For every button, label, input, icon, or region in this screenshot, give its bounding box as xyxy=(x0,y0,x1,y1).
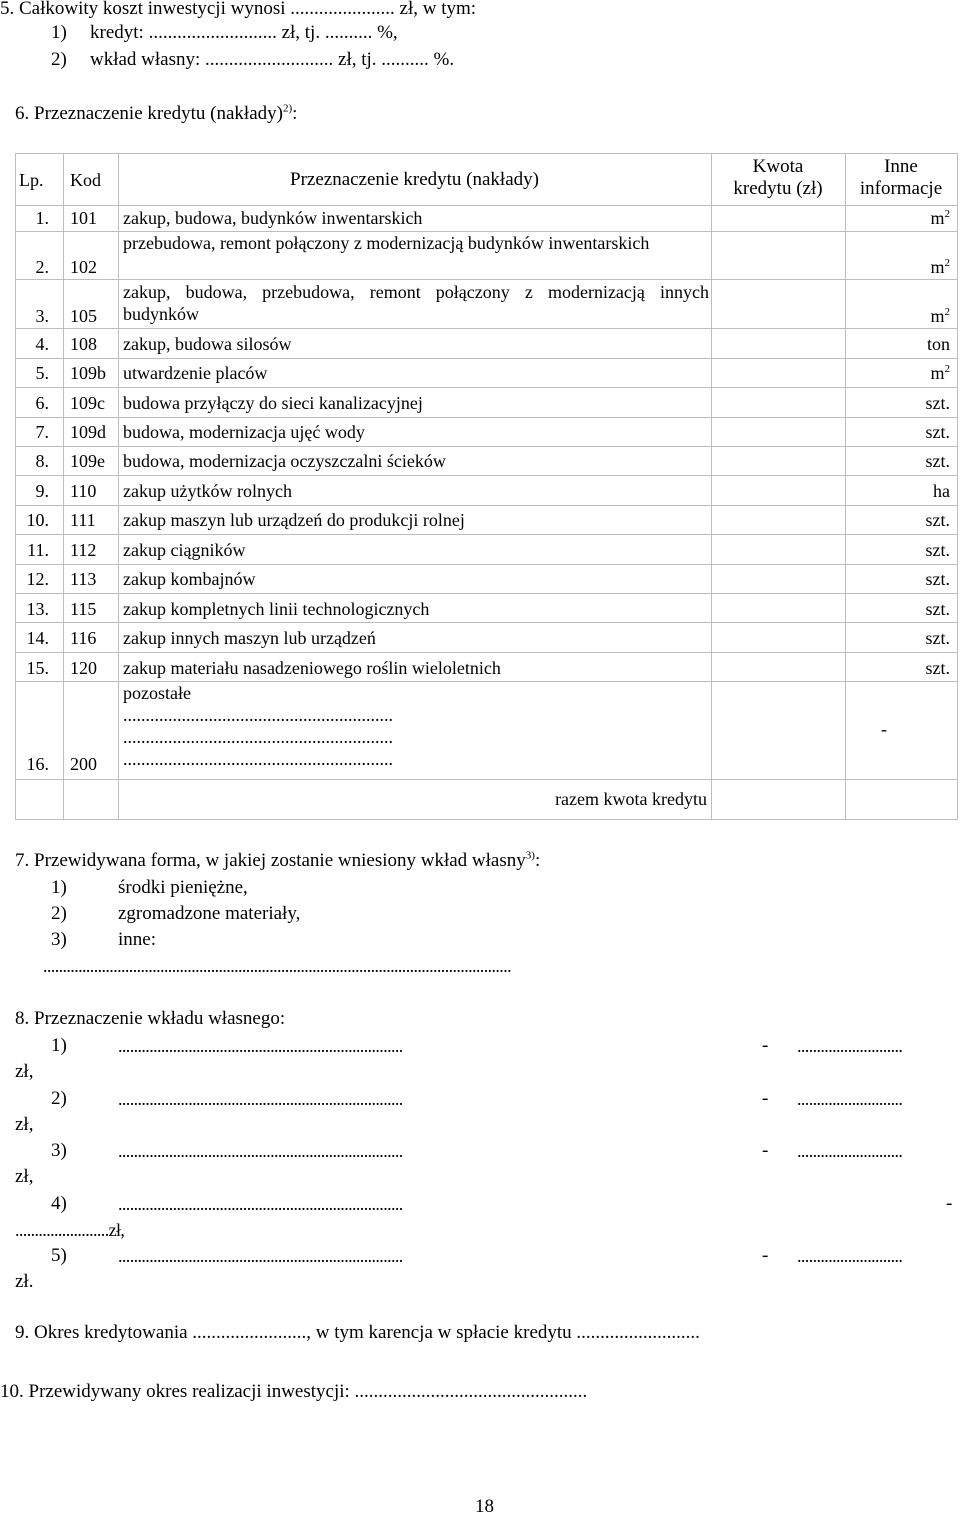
row-12-description: zakup kombajnów xyxy=(123,569,256,589)
section-8-item-1-dots: ......................................................................... xyxy=(118,1036,403,1056)
section-8-item-5-amount: ........................... xyxy=(797,1246,903,1266)
header-other-info: Inne informacje xyxy=(859,156,943,199)
section-7-title: 7. Przewidywana forma, w jakiej zostanie wniesiony wkład własny$^{3)}$: xyxy=(15,849,541,871)
row-5-unit: $m^2$ xyxy=(930,363,950,383)
row-1-lp: 1. xyxy=(35,208,49,228)
row-7-description: budowa, modernizacja ujęć wody xyxy=(123,422,365,442)
section-8-item-2-number: 2) xyxy=(51,1088,67,1109)
row-4-code: 108 xyxy=(70,334,97,354)
section-8-item-5-dash: - xyxy=(762,1245,769,1266)
row-8-unit: szt. xyxy=(925,451,950,471)
row-1-description: zakup, budowa, budynków inwentarskich xyxy=(123,208,423,228)
section-7-item-2-number: 2) xyxy=(51,903,67,924)
section-8-item-2-currency: zł, xyxy=(15,1114,34,1135)
row-3-description: zakup, budowa, przebudowa, remont połączony z modernizacją innych budynków xyxy=(123,282,709,324)
row-13-code: 115 xyxy=(70,599,97,619)
row-10-code: 111 xyxy=(70,510,96,530)
row-14-code: 116 xyxy=(70,628,97,648)
row-12-lp: 12. xyxy=(26,569,49,589)
row-6-unit: szt. xyxy=(925,393,950,413)
section-6-title: 6. Przeznaczenie kredytu (nakłady)$^{2)}$: xyxy=(15,102,298,124)
row-2-lp: 2. xyxy=(35,257,49,277)
row-15-description: zakup materiału nasadzeniowego roślin wieloletnich xyxy=(123,658,501,678)
section-8-item-3-dots: ......................................................................... xyxy=(118,1141,403,1161)
row-3-lp: 3. xyxy=(35,306,49,326)
row-11-unit: szt. xyxy=(925,540,950,560)
header-lp: Lp. xyxy=(19,170,44,190)
row-2-description: przebudowa, remont połączony z modernizacją budynków inwentarskich xyxy=(123,233,650,253)
row-15-lp: 15. xyxy=(26,658,49,678)
section-7-fill-line: ........................................................................................................................ xyxy=(43,956,512,976)
section-8-item-2-amount: ........................... xyxy=(797,1089,903,1109)
row-14-lp: 14. xyxy=(26,628,49,648)
row-4-unit: ton xyxy=(926,334,950,354)
row-12-unit: szt. xyxy=(925,569,950,589)
row-7-code: 109d xyxy=(70,422,106,442)
row-9-description: zakup użytków rolnych xyxy=(123,481,292,501)
section-7-item-1-number: 1) xyxy=(51,877,67,898)
row-15-unit: szt. xyxy=(925,658,950,678)
credit-allocation-table xyxy=(15,153,958,820)
row-9-code: 110 xyxy=(70,481,97,501)
section-7-item-3-number: 3) xyxy=(51,929,67,950)
row-16-lp: 16. xyxy=(26,754,49,774)
section-8-item-4-dash: - xyxy=(946,1193,953,1214)
row-12-code: 113 xyxy=(70,569,97,589)
section-10-realization-period: 10. Przewidywany okres realizacji inwestycji: ................................................. xyxy=(0,1381,588,1402)
row-5-description: utwardzenie placów xyxy=(123,363,268,383)
section-8-item-3-number: 3) xyxy=(51,1140,67,1161)
row-16-description: pozostałe ............................................................ ............................................................ ............................................................ xyxy=(123,683,393,769)
row-6-lp: 6. xyxy=(35,393,49,413)
row-3-unit: $m^2$ xyxy=(930,306,950,326)
row-6-description: budowa przyłączy do sieci kanalizacyjnej xyxy=(123,393,423,413)
row-9-lp: 9. xyxy=(35,481,49,501)
row-13-lp: 13. xyxy=(26,599,49,619)
section-5-item-2-text: wkład własny: ........................... zł, tj. .......... %. xyxy=(90,49,455,70)
row-1-code: 101 xyxy=(70,208,97,228)
row-6-code: 109c xyxy=(70,393,105,413)
section-8-title: 8. Przeznaczenie wkładu własnego: xyxy=(15,1008,286,1029)
row-5-code: 109b xyxy=(70,363,106,383)
row-7-unit: szt. xyxy=(925,422,950,442)
row-8-lp: 8. xyxy=(35,451,49,471)
row-7-lp: 7. xyxy=(35,422,49,442)
section-8-item-3-currency: zł, xyxy=(15,1166,34,1187)
row-8-code: 109e xyxy=(70,451,105,471)
section-7-item-1-text: środki pieniężne, xyxy=(118,877,248,898)
row-10-unit: szt. xyxy=(925,510,950,530)
row-1-unit: $m^2$ xyxy=(930,208,950,228)
row-15-code: 120 xyxy=(70,658,97,678)
row-10-lp: 10. xyxy=(26,510,49,530)
header-kod: Kod xyxy=(70,170,101,190)
section-5-item-1-text: kredyt: ........................... zł, tj. .......... %, xyxy=(90,22,398,43)
row-13-unit: szt. xyxy=(925,599,950,619)
row-3-code: 105 xyxy=(70,306,97,326)
row-5-lp: 5. xyxy=(35,363,49,383)
section-7-item-3-text: inne: xyxy=(118,929,156,950)
section-5-title: 5. Całkowity koszt inwestycji wynosi ...................... zł, w tym: xyxy=(0,0,477,19)
section-8-item-1-dash: - xyxy=(762,1035,769,1056)
section-5-item-2-number: 2) xyxy=(51,49,67,70)
row-4-lp: 4. xyxy=(35,334,49,354)
section-8-item-5-number: 5) xyxy=(51,1245,67,1266)
row-2-unit: $m^2$ xyxy=(930,257,950,277)
section-8-item-2-dots: ......................................................................... xyxy=(118,1089,403,1109)
total-label: razem kwota kredytu xyxy=(555,789,707,809)
row-16-unit: - xyxy=(881,719,887,739)
page-number: 18 xyxy=(475,1496,494,1517)
section-8-item-1-amount: ........................... xyxy=(797,1036,903,1056)
section-8-item-4-dots: ......................................................................... xyxy=(118,1194,403,1214)
row-8-description: budowa, modernizacja oczyszczalni ścieków xyxy=(123,451,446,471)
row-2-code: 102 xyxy=(70,257,97,277)
section-8-item-5-dots: ......................................................................... xyxy=(118,1246,403,1266)
section-8-item-5-currency: zł. xyxy=(15,1271,34,1292)
row-16-code: 200 xyxy=(70,754,97,774)
row-10-description: zakup maszyn lub urządzeń do produkcji rolnej xyxy=(123,510,465,530)
section-8-item-4-number: 4) xyxy=(51,1193,67,1214)
section-5-item-1-number: 1) xyxy=(51,22,67,43)
section-8-item-1-number: 1) xyxy=(51,1035,67,1056)
section-8-item-3-amount: ........................... xyxy=(797,1141,903,1161)
section-9-credit-period: 9. Okres kredytowania ........................, w tym karencja w spłacie kredytu .......................... xyxy=(15,1322,700,1343)
section-8-item-4-amount: ........................zł, xyxy=(15,1220,125,1240)
row-11-description: zakup ciągników xyxy=(123,540,246,560)
row-4-description: zakup, budowa silosów xyxy=(123,334,292,354)
section-8-item-3-dash: - xyxy=(762,1140,769,1161)
header-amount: Kwota kredytu (zł) xyxy=(733,156,823,199)
row-14-unit: szt. xyxy=(925,628,950,648)
section-8-item-1-currency: zł, xyxy=(15,1061,34,1082)
section-7-item-2-text: zgromadzone materiały, xyxy=(118,903,301,924)
row-11-lp: 11. xyxy=(27,540,49,560)
row-9-unit: ha xyxy=(933,481,950,501)
section-8-item-2-dash: - xyxy=(762,1088,769,1109)
row-13-description: zakup kompletnych linii technologicznych xyxy=(123,599,430,619)
row-14-description: zakup innych maszyn lub urządzeń xyxy=(123,628,376,648)
header-purpose: Przeznaczenie kredytu (nakłady) xyxy=(290,169,539,190)
row-11-code: 112 xyxy=(70,540,97,560)
